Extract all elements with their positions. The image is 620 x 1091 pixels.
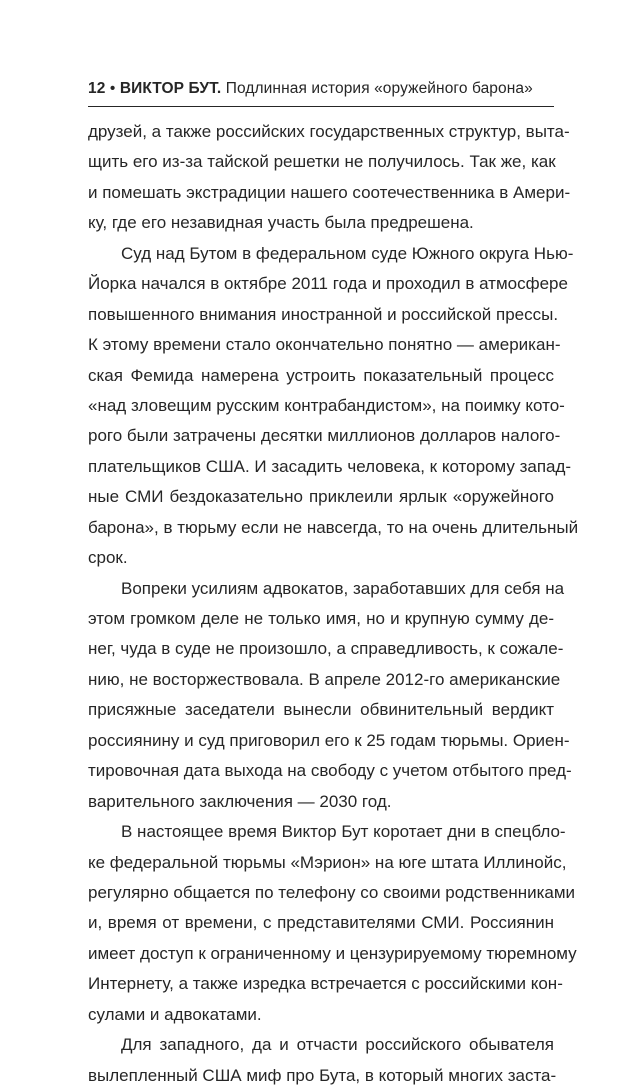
text-line: повышенного внимания иностранной и российской прессы. <box>88 304 559 324</box>
page-number: 12 <box>88 80 106 97</box>
text-line: россиянину и суд приговорил его к 25 годам тюрьмы. Ориен- <box>88 730 570 750</box>
text-line: нию, не восторжествовала. В апреле 2012-го американские <box>88 669 561 689</box>
text-line: вылепленный США миф про Бута, в который многих заста- <box>88 1065 557 1085</box>
book-author: ВИКТОР БУТ. <box>119 80 222 97</box>
text-line: Йорка начался в октябре 2011 года и проходил в атмосфере <box>88 274 568 294</box>
text-line: срок. <box>88 548 128 568</box>
text-line: имеет доступ к ограниченному и цензурируемому тюремному <box>88 943 577 963</box>
header-rule <box>88 106 554 107</box>
text-line: Суд над Бутом в федеральном суде Южного округа Нью- <box>121 243 574 263</box>
book-page <box>88 78 579 1091</box>
header-bullet: • <box>109 80 116 97</box>
text-line: Интернету, а также изредка встречается с российскими кон- <box>88 974 563 994</box>
text-line: и помешать экстрадиции нашего соотечественника в Амери- <box>88 182 571 202</box>
text-line: К этому времени стало окончательно понятно — американ- <box>88 335 561 355</box>
text-line: сулами и адвокатами. <box>88 1004 262 1024</box>
text-line: щить его из-за тайской решетки не получилось. Так же, как <box>88 152 556 172</box>
text-line: и, время от времени, с представителями СМИ. Россиянин <box>88 913 554 933</box>
text-line: барона», в тюрьму если не навсегда, то на очень длительный <box>88 517 579 537</box>
text-line: Вопреки усилиям адвокатов, заработавших для себя на <box>121 578 565 598</box>
text-line: ные СМИ бездоказательно приклеили ярлык «оружейного <box>88 487 554 507</box>
text-line: рого были затрачены десятки миллионов долларов налого- <box>88 426 561 446</box>
text-line: друзей, а также российских государственных структур, выта- <box>88 122 570 141</box>
text-line: регулярно общается по телефону со своими родственниками <box>88 882 576 902</box>
paragraph <box>88 117 571 239</box>
text-line: ская Фемида намерена устроить показательный процесс <box>88 365 554 385</box>
paragraph <box>88 574 572 818</box>
text-line: ку, где его незавидная участь была предрешена. <box>88 213 474 233</box>
text-line: тировочная дата выхода на свободу с учетом отбытого пред- <box>88 761 572 781</box>
text-line: В настоящее время Виктор Бут коротает дни в спецбло- <box>121 822 566 842</box>
book-title: Подлинная история «оружейного барона» <box>225 80 533 97</box>
paragraph <box>88 817 577 1030</box>
paragraph <box>88 239 579 574</box>
text-line: нег, чуда в суде не произошло, а справедливость, к сожале- <box>88 639 564 659</box>
text-line: присяжные заседатели вынесли обвинительный вердикт <box>88 700 554 720</box>
text-line: ке федеральной тюрьмы «Мэрион» на юге штата Иллинойс, <box>88 852 567 872</box>
text-line: плательщиков США. И засадить человека, к которому запад- <box>88 456 572 476</box>
text-line: «над зловещим русским контрабандистом», на поимку кото- <box>88 395 565 415</box>
text-line: этом громком деле не только имя, но и крупную сумму де- <box>88 609 554 628</box>
running-head <box>88 78 554 100</box>
text-line: Для западного, да и отчасти российского обывателя <box>121 1035 554 1055</box>
text-line: варительного заключения — 2030 год. <box>88 791 392 811</box>
body-text <box>88 117 579 1091</box>
paragraph <box>88 1030 557 1091</box>
